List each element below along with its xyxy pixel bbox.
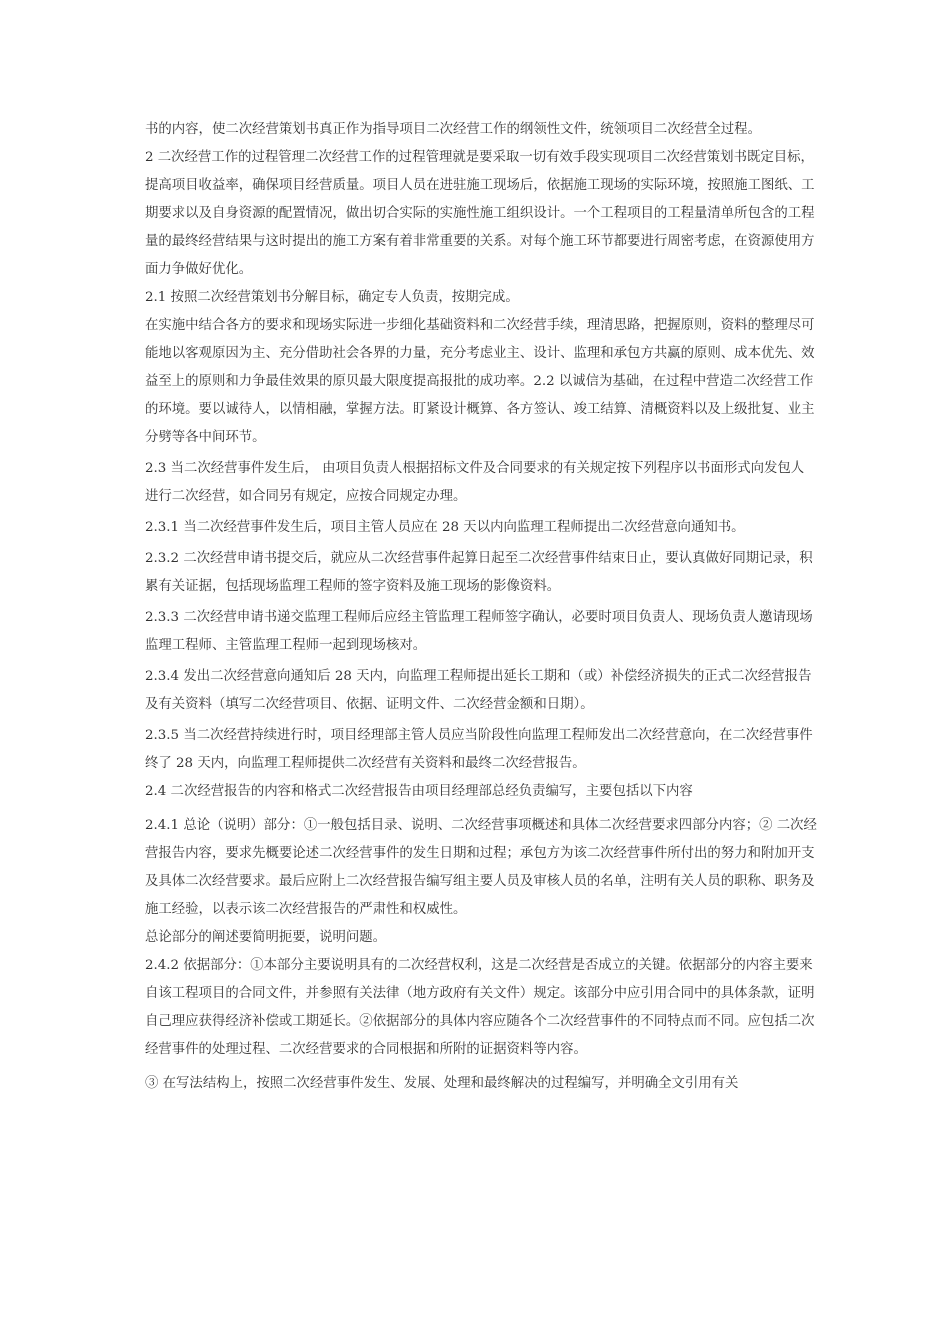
paragraph-section-2: 2 二次经营工作的过程管理二次经营工作的过程管理就是要采取一切有效手段实现项目二次经营策划书既定目标，提高项目收益率，确保项目经营质量。项目人员在进驻施工现场后，依据施工现场的实际环境，按照施工图纸、工期要求以及自身资源的配置情况，做出切合实际的实施性施工组织设计。一个工程项目的工程量清单所包含的工程量的最终经营结果与这时提出的施工方案有着非常重要的关系。对每个施工环节都要进行周密考虑，在资源使用方面力争做好优化。 (145, 150, 815, 277)
paragraph-section-2-3-4: 2.3.4 发出二次经营意向通知后 28 天内，向监理工程师提出延长工期和（或）补偿经济损失的正式二次经营报告及有关资料（填写二次经营项目、依据、证明文件、二次经营金额和日期）。 (145, 669, 812, 712)
paragraph-section-2-3: 2.3 当二次经营事件发生后， 由项目负责人根据招标文件及合同要求的有关规定按下列程序以书面形式向发包人进行二次经营，如合同另有规定，应按合同规定办理。 (145, 461, 805, 504)
paragraph-section-2-3-3: 2.3.3 二次经营申请书递交监理工程师后应经主管监理工程师签字确认，必要时项目负责人、现场负责人邀请现场监理工程师、主管监理工程师一起到现场核对。 (145, 610, 813, 653)
paragraph-writing-structure: ③ 在写法结构上，按照二次经营事件发生、发展、处理和最终解决的过程编写，并明确全文引用有关 (145, 1076, 739, 1091)
paragraph-summary-note: 总论部分的阐述要简明扼要，说明问题。 (145, 930, 387, 945)
paragraph-section-2-4-1: 2.4.1 总论（说明）部分：①一般包括目录、说明、二次经营事项概述和具体二次经营要求四部分内容；② 二次经营报告内容，要求先概要论述二次经营事件的发生日期和过程；承包方为该二次经营事件所付出的努力和附加开支及具体二次经营要求。最后应附上二次经营报告编写组主要人员及审核人员的名单，注明有关人员的职称、职务及施工经验，以表示该二次经营报告的严肃性和权威性。 (145, 818, 817, 917)
paragraph-section-2-3-5: 2.3.5 当二次经营持续进行时，项目经理部主管人员应当阶段性向监理工程师发出二次经营意向，在二次经营事件终了 28 天内，向监理工程师提供二次经营有关资料和最终二次经营报告。 (145, 728, 813, 771)
paragraph-implementation: 在实施中结合各方的要求和现场实际进一步细化基础资料和二次经营手续，理清思路，把握原则，资料的整理尽可能地以客观原因为主、充分借助社会各界的力量，充分考虑业主、设计、监理和承包方共赢的原则、成本优先、效益至上的原则和力争最佳效果的原贝最大限度提高报批的成功率。2.2 以诚信为基础，在过程中营造二次经营工作的环境。要以诚待人，以情相融，掌握方法。盯紧设计概算、各方签认、竣工结算、清概资料以及上级批复、业主分劈等各中间环节。 (145, 318, 815, 445)
paragraph-section-2-1: 2.1 按照二次经营策划书分解目标，确定专人负责，按期完成。 (145, 290, 519, 305)
paragraph-section-2-4-2: 2.4.2 依据部分：①本部分主要说明具有的二次经营权利，这是二次经营是否成立的关键。依据部分的内容主要来自该工程项目的合同文件，并参照有关法律（地方政府有关文件）规定。该部分中应引用合同中的具体条款，证明自己理应获得经济补偿或工期延长。②依据部分的具体内容应随各个二次经营事件的不同特点而不同。应包括二次经营事件的处理过程、二次经营要求的合同根据和所附的证据资料等内容。 (145, 958, 815, 1057)
paragraph-section-2-4: 2.4 二次经营报告的内容和格式二次经营报告由项目经理部总经负责编写，主要包括以下内容 (145, 784, 693, 799)
paragraph-scope-conclusion: 书的内容，使二次经营策划书真正作为指导项目二次经营工作的纲领性文件，统领项目二次经营全过程。 (145, 122, 761, 137)
document-body (145, 116, 817, 1098)
paragraph-section-2-3-1: 2.3.1 当二次经营事件发生后，项目主管人员应在 28 天以内向监理工程师提出二次经营意向通知书。 (145, 520, 745, 535)
paragraph-section-2-3-2: 2.3.2 二次经营申请书提交后，就应从二次经营事件起算日起至二次经营事件结束日止，要认真做好同期记录，积累有关证据，包括现场监理工程师的签字资料及施工现场的影像资料。 (145, 551, 813, 594)
